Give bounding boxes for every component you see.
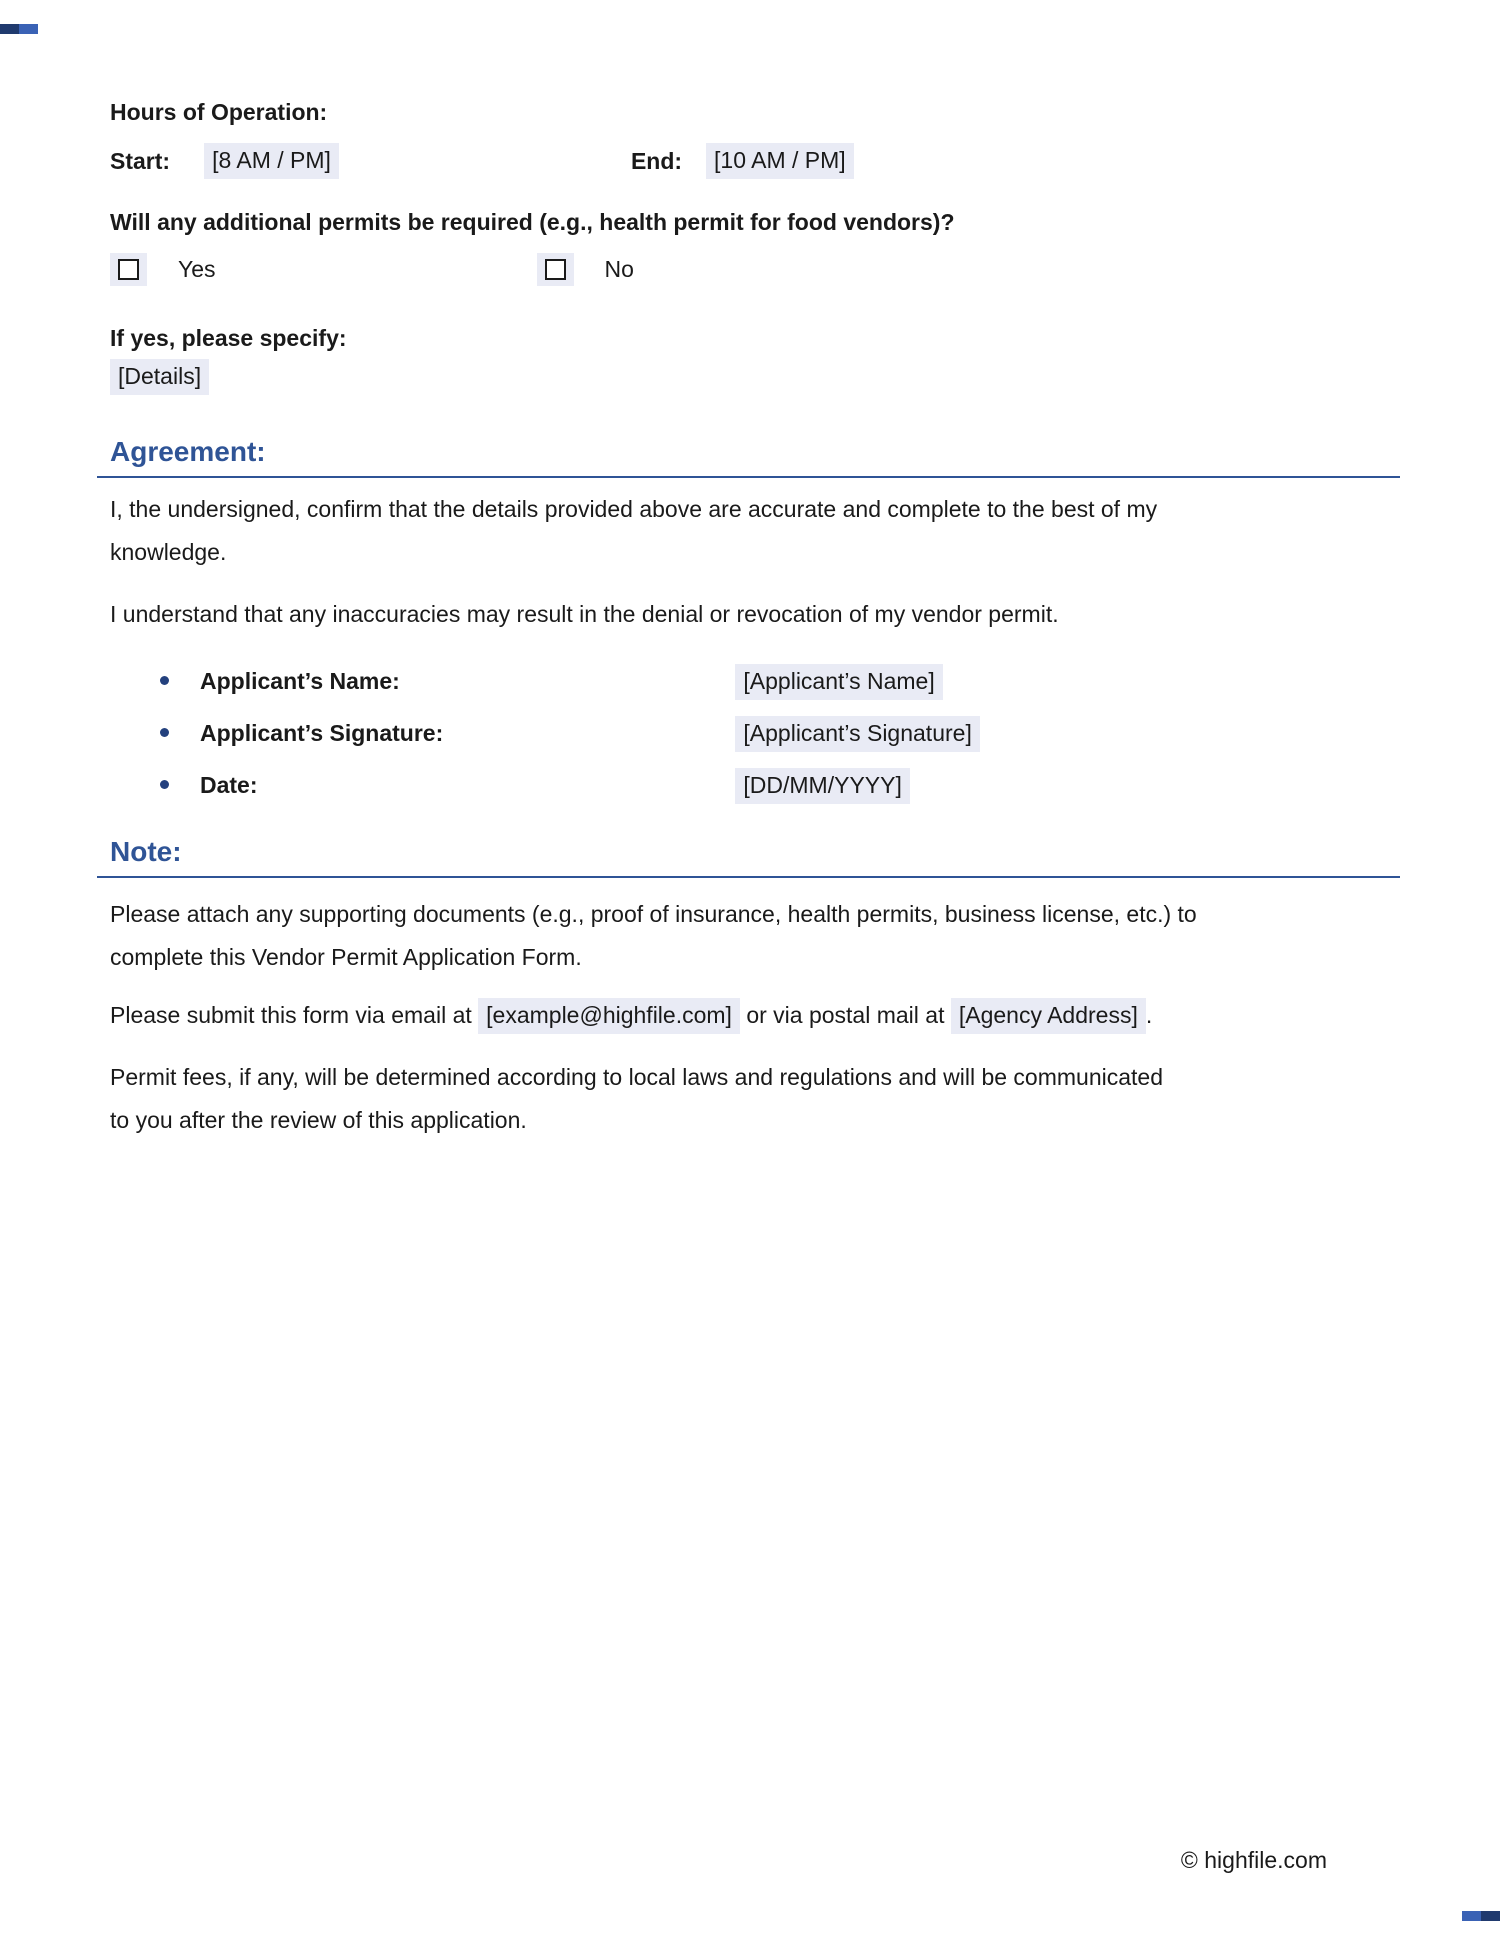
details-field[interactable]: [Details]: [110, 359, 209, 395]
decor-bar-bright-segment: [19, 24, 38, 34]
applicant-signature-field[interactable]: [Applicant’s Signature]: [735, 716, 979, 752]
bullet-icon: [160, 676, 169, 685]
yes-label: Yes: [178, 256, 216, 282]
paragraph-line: I, the undersigned, confirm that the details provided above are accurate and complete to the best of my: [110, 496, 1158, 522]
option-yes: [110, 253, 216, 286]
end-label: End:: [630, 147, 683, 174]
paragraph-line: Please attach any supporting documents (e.g., proof of insurance, health permits, business license, etc.) to: [110, 901, 1197, 927]
paragraph-line: complete this Vendor Permit Application Form.: [110, 944, 582, 970]
applicant-name-field[interactable]: [Applicant’s Name]: [735, 664, 942, 700]
no-checkbox-highlight: [537, 253, 574, 286]
note-heading: Note:: [97, 835, 1400, 878]
signature-fields-list: [110, 660, 1400, 807]
paragraph-line: knowledge.: [110, 539, 227, 565]
date-field[interactable]: [DD/MM/YYYY]: [735, 768, 909, 804]
submit-text-prefix: Please submit this form via email at: [110, 1002, 479, 1028]
top-left-decor-bar: [0, 24, 38, 34]
form-content: [110, 97, 1400, 1142]
decor-bar-bright-segment: [1462, 1911, 1481, 1921]
no-checkbox[interactable]: [545, 259, 566, 280]
agreement-paragraph-2: [110, 593, 1400, 636]
bullet-icon: [160, 780, 169, 789]
note-paragraph-3: [110, 1056, 1400, 1142]
applicant-name-label: Applicant’s Name:: [200, 668, 400, 694]
submit-text-suffix: .: [1145, 1002, 1153, 1028]
specify-row: [110, 359, 1400, 395]
bottom-right-decor-bar: [1462, 1911, 1500, 1921]
start-time-field[interactable]: [8 AM / PM]: [204, 143, 339, 179]
note-paragraph-1: [110, 893, 1400, 979]
additional-permits-question: Will any additional permits be required (e.g., health permit for food vendors)?: [110, 209, 955, 235]
applicant-signature-label: Applicant’s Signature:: [200, 720, 444, 746]
paragraph-line: to you after the review of this application.: [110, 1107, 527, 1133]
email-field[interactable]: [example@highfile.com]: [478, 998, 740, 1034]
specify-label: If yes, please specify:: [110, 325, 347, 351]
end-time-field[interactable]: [10 AM / PM]: [706, 143, 854, 179]
option-no: [537, 253, 634, 286]
bullet-icon: [160, 728, 169, 737]
hours-row: [110, 143, 1400, 179]
applicant-signature-row: [110, 712, 1400, 755]
paragraph-line: Permit fees, if any, will be determined according to local laws and regulations and will be communicated: [110, 1064, 1163, 1090]
decor-bar-dark-segment: [1481, 1911, 1500, 1921]
yes-checkbox[interactable]: [118, 259, 139, 280]
agreement-heading: Agreement:: [97, 435, 1400, 478]
start-label: Start:: [110, 147, 171, 174]
applicant-name-row: [110, 660, 1400, 703]
agency-address-field[interactable]: [Agency Address]: [951, 998, 1146, 1034]
hours-of-operation-heading: Hours of Operation:: [110, 99, 328, 125]
date-label: Date:: [200, 772, 258, 798]
copyright-footer: © highfile.com: [1180, 1847, 1327, 1873]
decor-bar-dark-segment: [0, 24, 19, 34]
paragraph-line: I understand that any inaccuracies may result in the denial or revocation of my vendor permit.: [110, 601, 1059, 627]
date-row: [110, 764, 1400, 807]
yes-checkbox-highlight: [110, 253, 147, 286]
agreement-paragraph-1: [110, 488, 1400, 574]
no-label: No: [604, 256, 634, 282]
submit-text-middle: or via postal mail at: [739, 1002, 951, 1028]
permits-options-row: [110, 253, 1400, 286]
note-paragraph-2: [110, 994, 1400, 1037]
